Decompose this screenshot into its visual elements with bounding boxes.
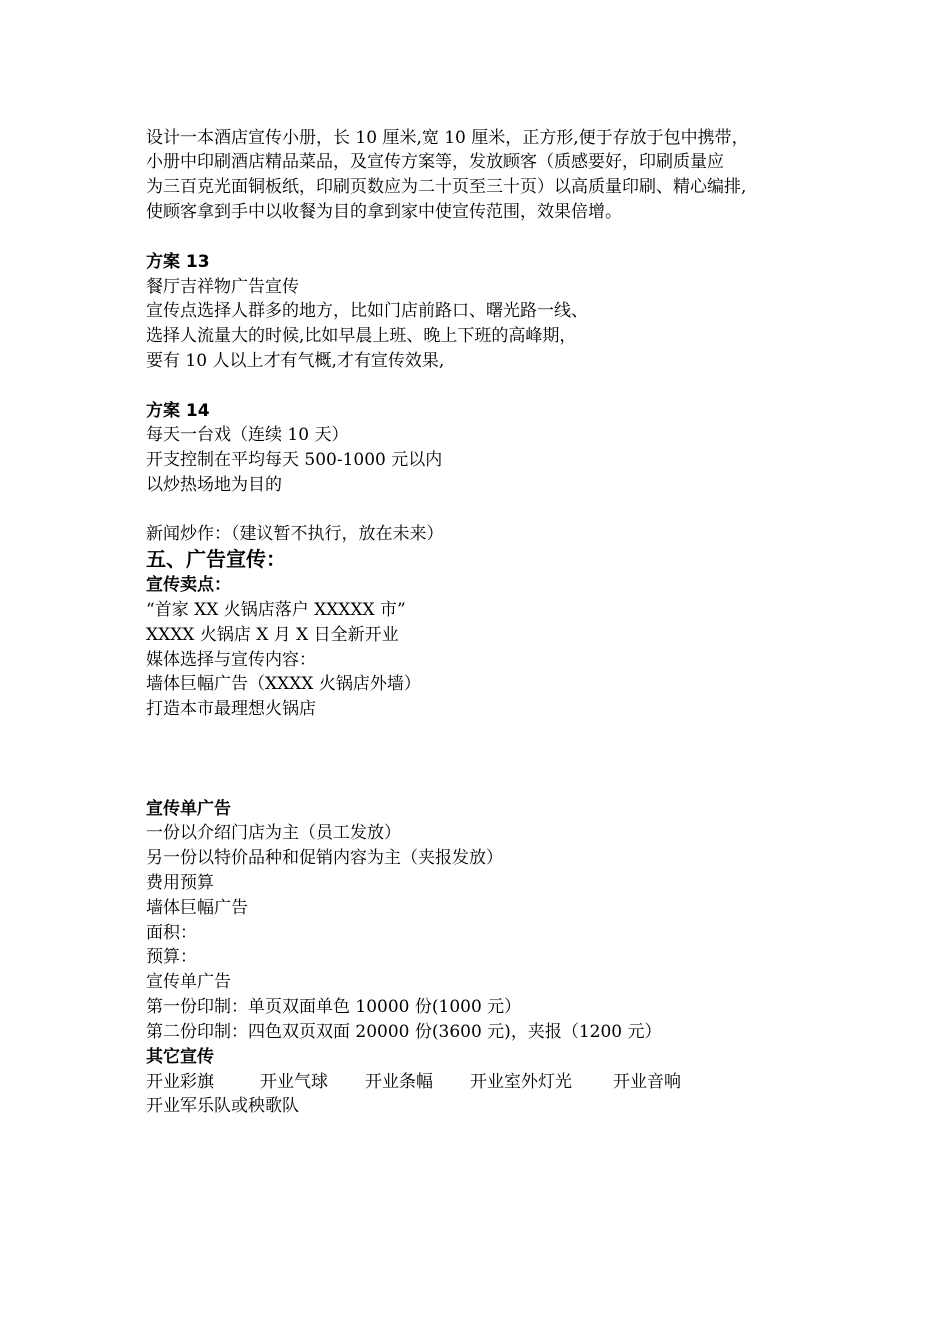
other-item: 开业气球 (260, 1072, 328, 1092)
plan14-title: 方案 14 (146, 401, 210, 421)
other-item: 开业条幅 (365, 1072, 433, 1092)
other-promo-title: 其它宣传 (146, 1047, 214, 1067)
news-line: 新闻炒作：（建议暂不执行，放在未来） (146, 524, 444, 544)
selling-line-3: 媒体选择与宣传内容： (146, 650, 316, 670)
flyer-line-3: 费用预算 (146, 873, 214, 893)
other-item: 开业音响 (613, 1072, 681, 1092)
plan13-line-2: 宣传点选择人群多的地方，比如门店前路口、曙光路一线、 (146, 301, 588, 321)
flyer-line-4: 墙体巨幅广告 (146, 898, 248, 918)
intro-line-2: 小册中印刷酒店精品菜品，及宣传方案等，发放顾客（质感要好，印刷质量应 (146, 152, 724, 172)
intro-line-4: 使顾客拿到手中以收餐为目的拿到家中使宣传范围，效果倍增。 (146, 202, 622, 222)
plan13-line-3: 选择人流量大的时候,比如早晨上班、晚上下班的高峰期， (146, 326, 577, 346)
selling-points-title: 宣传卖点： (146, 575, 231, 595)
other-promo-items (146, 1070, 681, 1094)
plan14-line-3: 以炒热场地为目的 (146, 475, 282, 495)
other-item: 开业室外灯光 (470, 1072, 572, 1092)
flyer-line-8: 第一份印制：单页双面单色 10000 份(1000 元） (146, 997, 522, 1017)
selling-line-5: 打造本市最理想火锅店 (146, 699, 316, 719)
flyer-title: 宣传单广告 (146, 799, 231, 819)
other-item: 开业彩旗 (146, 1072, 214, 1092)
plan14-line-2: 开支控制在平均每天 500-1000 元以内 (146, 450, 443, 470)
flyer-line-7: 宣传单广告 (146, 972, 231, 992)
flyer-line-9: 第二份印制：四色双页双面 20000 份(3600 元)，夹报（1200 元） (146, 1022, 662, 1042)
flyer-line-2: 另一份以特价品种和促销内容为主（夹报发放） (146, 848, 503, 868)
plan13-title: 方案 13 (146, 252, 210, 272)
flyer-line-6: 预算： (146, 947, 197, 967)
selling-line-1: “首家 XX 火锅店落户 XXXXX 市” (146, 600, 406, 620)
selling-line-2: XXXX 火锅店 X 月 X 日全新开业 (146, 625, 399, 645)
selling-line-4: 墙体巨幅广告（XXXX 火锅店外墙） (146, 674, 421, 694)
other-promo-last: 开业军乐队或秧歌队 (146, 1096, 299, 1116)
intro-line-1: 设计一本酒店宣传小册，长 10 厘米,宽 10 厘米，正方形,便于存放于包中携带， (146, 128, 749, 148)
intro-line-3: 为三百克光面铜板纸，印刷页数应为二十页至三十页）以高质量印刷、精心编排, (146, 177, 747, 197)
flyer-line-1: 一份以介绍门店为主（员工发放） (146, 823, 401, 843)
plan14-line-1: 每天一台戏（连续 10 天） (146, 425, 349, 445)
plan13-line-4: 要有 10 人以上才有气概,才有宣传效果, (146, 351, 445, 371)
flyer-line-5: 面积： (146, 923, 197, 943)
plan13-line-1: 餐厅吉祥物广告宣传 (146, 277, 299, 297)
section-5-heading: 五、广告宣传： (146, 547, 286, 571)
